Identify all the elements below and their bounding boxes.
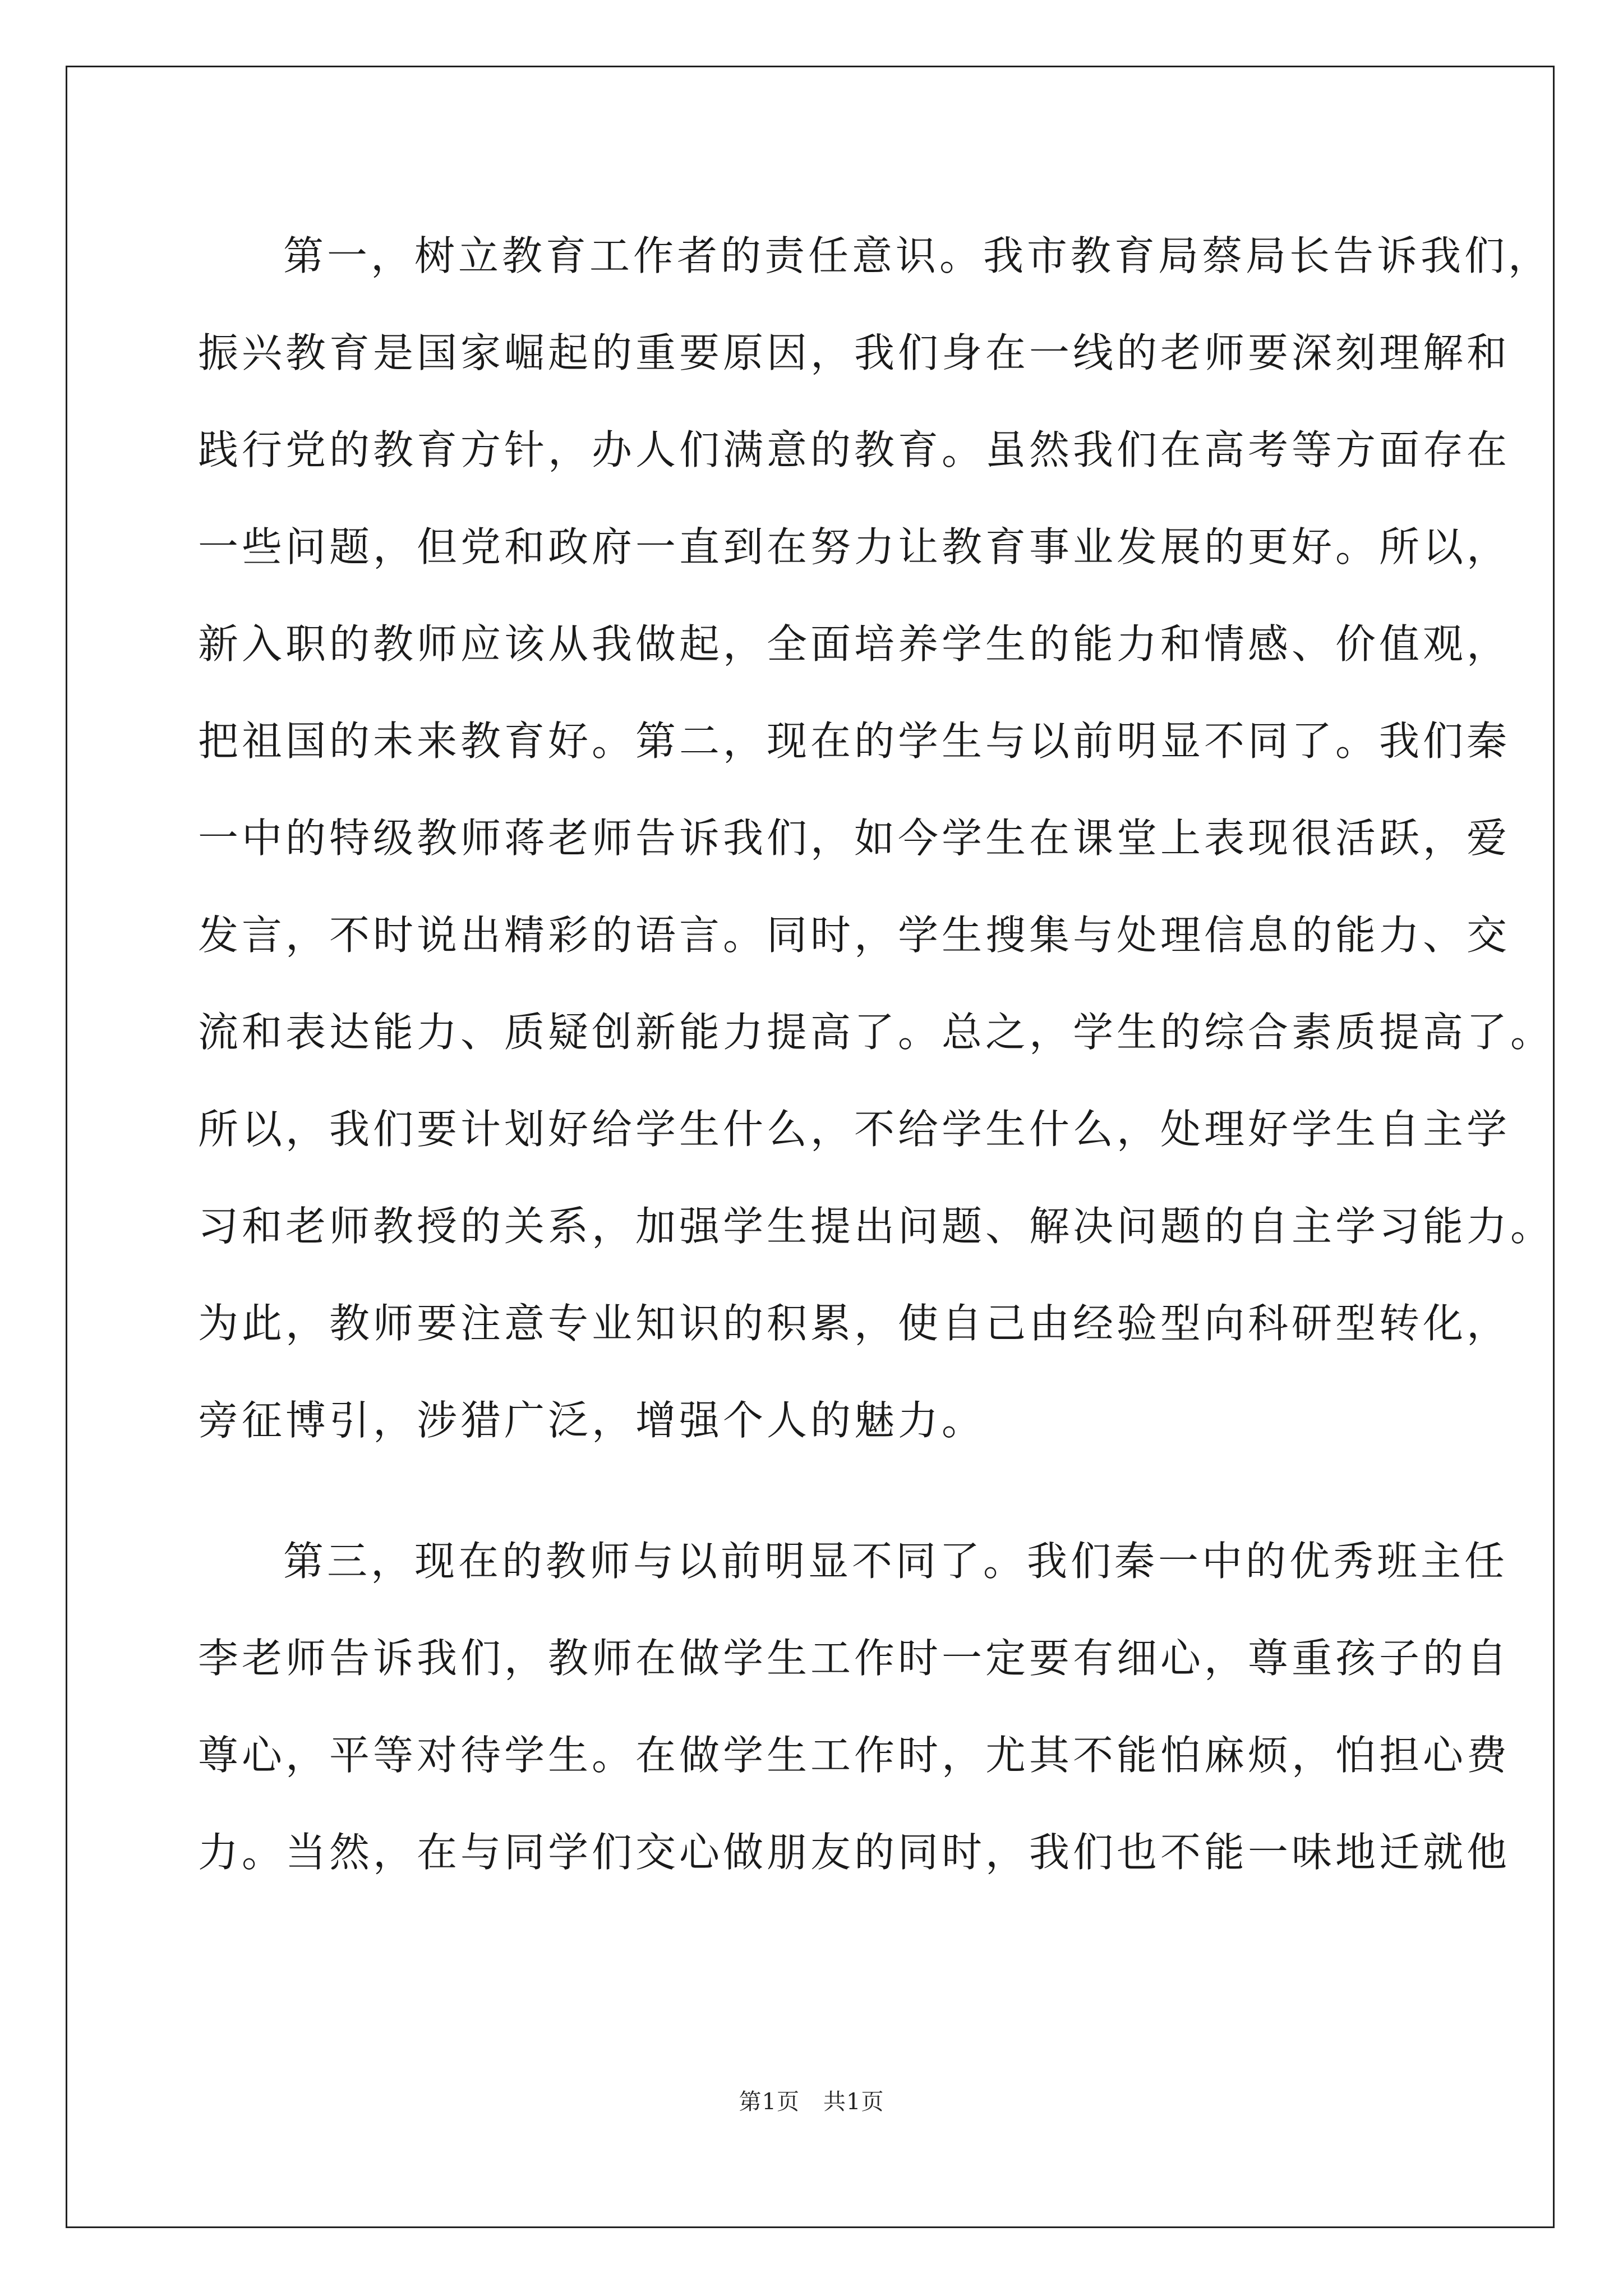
text-line: 发言，不时说出精彩的语言。同时，学生搜集与处理信息的能力、交 [198,912,1511,959]
text-line: 践行党的教育方针，办人们满意的教育。虽然我们在高考等方面存在 [198,426,1511,473]
paragraph-spacer [198,1469,1432,1513]
page-number-current: 第1页 [739,2089,800,2115]
text-line: 习和老师教授的关系，加强学生提出问题、解决问题的自主学习能力。 [198,1203,1555,1250]
document-body [198,208,1555,1901]
page-number-total: 共1页 [823,2089,884,2115]
text-line: 李老师告诉我们，教师在做学生工作时一定要有细心，尊重孩子的自 [198,1635,1511,1682]
text-line: 所以，我们要计划好给学生什么，不给学生什么，处理好学生自主学 [198,1106,1511,1153]
text-line: 把祖国的未来教育好。第二，现在的学生与以前明显不同了。我们秦 [198,717,1511,765]
text-line: 力。当然，在与同学们交心做朋友的同时，我们也不能一味地迁就他 [198,1829,1511,1876]
text-line: 流和表达能力、质疑创新能力提高了。总之，学生的综合素质提高了。 [198,1009,1555,1056]
paragraph-1 [198,208,1555,1469]
text-line: 为此，教师要注意专业知识的积累，使自己由经验型向科研型转化， [198,1300,1511,1347]
page-footer [0,2084,1623,2116]
text-line: 新入职的教师应该从我做起，全面培养学生的能力和情感、价值观， [198,620,1511,668]
paragraph-2 [198,1513,1511,1901]
text-line: 尊心，平等对待学生。在做学生工作时，尤其不能怕麻烦，怕担心费 [198,1732,1511,1779]
text-line: 一中的特级教师蒋老师告诉我们，如今学生在课堂上表现很活跃，爱 [198,815,1511,862]
text-line: 第一，树立教育工作者的责任意识。我市教育局蔡局长告诉我们， [283,232,1552,279]
text-line: 第三，现在的教师与以前明显不同了。我们秦一中的优秀班主任 [283,1538,1509,1585]
text-line: 振兴教育是国家崛起的重要原因，我们身在一线的老师要深刻理解和 [198,329,1511,376]
text-line: 旁征博引，涉猎广泛，增强个人的魅力。 [198,1397,986,1444]
text-line: 一些问题，但党和政府一直到在努力让教育事业发展的更好。所以， [198,523,1511,570]
